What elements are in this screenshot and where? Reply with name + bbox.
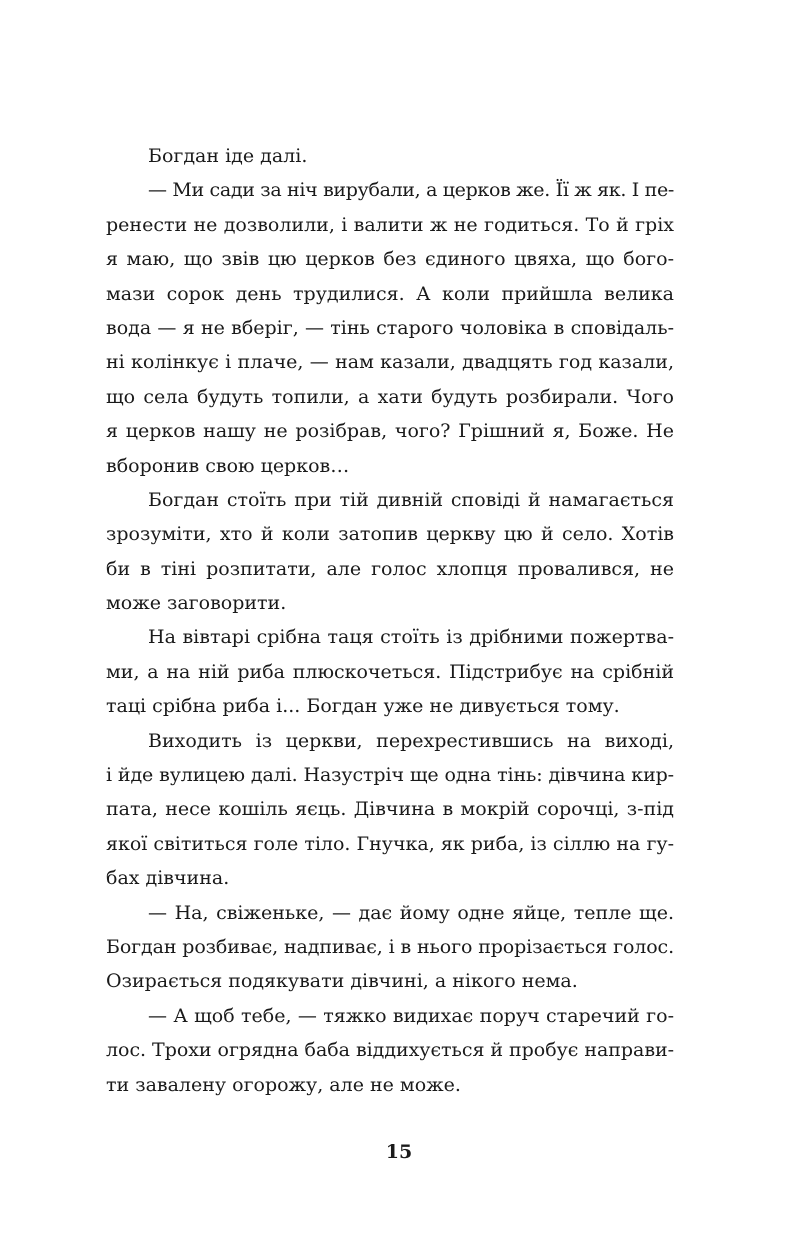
text-line: Озирається подякувати дівчині, а нікого нема. <box>106 970 578 993</box>
text-line: би в тіні розпитати, але голос хлопця провалився, не <box>106 557 674 580</box>
text-line: ренести не дозволили, і валити ж не годиться. То й гріх <box>106 213 674 236</box>
text-line: може заговорити. <box>106 592 287 615</box>
text-line: На вівтарі срібна таця стоїть із дрібними пожертва- <box>148 626 674 649</box>
text-line: ми, а на ній риба плюскочеться. Підстрибує на срібній <box>106 660 674 683</box>
text-line: бах дівчина. <box>106 867 230 890</box>
text-line: якої світиться голе тіло. Гнучка, як риба, із сіллю на гу- <box>106 832 674 855</box>
text-line: таці срібна риба і... Богдан уже не дивується тому. <box>106 695 620 718</box>
body-text <box>106 139 674 1102</box>
text-line: ти завалену огорожу, але не може. <box>106 1073 461 1096</box>
text-line: ні колінкує і плаче, — нам казали, двадцять год казали, <box>106 351 674 374</box>
text-line: зрозуміти, хто й коли затопив церкву цю й село. Хотів <box>106 523 674 546</box>
text-line: — Ми сади за ніч вирубали, а церков же. Її ж як. І пе- <box>148 179 675 202</box>
text-line: і йде вулицею далі. Назустріч ще одна тінь: дівчина кир- <box>106 764 674 787</box>
text-line: що села будуть топили, а хати будуть розбирали. Чого <box>106 385 674 408</box>
text-line: мази сорок день трудилися. А коли прийшла велика <box>106 282 674 305</box>
text-line: я маю, що звів цю церков без єдиного цвяха, що бого- <box>106 248 674 271</box>
text-line: я церков нашу не розібрав, чого? Грішний я, Боже. Не <box>106 420 674 443</box>
text-line: вода — я не вберіг, — тінь старого чоловіка в сповідаль- <box>106 316 674 339</box>
text-line: — На, свіженьке, — дає йому одне яйце, тепле ще. <box>148 901 674 924</box>
text-line: Богдан розбиває, надпиває, і в нього прорізається голос. <box>106 935 675 958</box>
text-line: вборонив свою церков… <box>106 454 350 477</box>
text-line: — А щоб тебе, — тяжко видихає поруч старечий го- <box>148 1004 674 1027</box>
text-line: пата, несе кошіль яєць. Дівчина в мокрій сорочці, з-під <box>106 798 674 821</box>
text-line: Богдан іде далі. <box>148 145 308 167</box>
text-line: Богдан стоїть при тій дивній сповіді й намагається <box>148 488 674 511</box>
page-number: 15 <box>385 1141 413 1163</box>
text-line: Виходить із церкви, перехрестившись на виході, <box>148 729 674 752</box>
text-line: лос. Трохи огрядна баба віддихується й пробує направи- <box>106 1039 675 1062</box>
